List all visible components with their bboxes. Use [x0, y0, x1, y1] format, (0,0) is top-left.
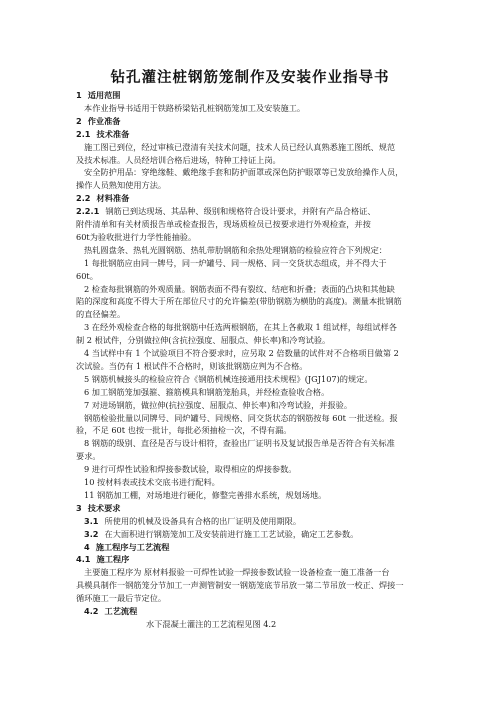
paragraph-continuation: 验，不足 60t 也按一批计，每批必须抽检一次，不得有漏。 — [76, 425, 292, 436]
section-heading-text: 作业准备 — [87, 115, 121, 126]
section-heading-text: 施工程序与工艺流程 — [95, 541, 170, 552]
paragraph-line: 9 进行可焊性试验和焊接参数试验，取得相应的焊接参数。 — [84, 464, 297, 475]
paragraph-line: 安全防护用品：穿绝缘鞋、戴绝缘手套和防护面罩或深色防护眼罩等已发放给操作人员， — [84, 167, 404, 178]
section-heading-text: 施工程序 — [96, 554, 130, 565]
document-title: 钻孔灌注桩钢筋笼制作及安装作业指导书 — [110, 70, 390, 86]
paragraph-text: 在大面积进行钢筋笼加工及安装前进行施工工艺试验，确定工艺参数。 — [104, 528, 359, 539]
section-heading-text: 适用范围 — [87, 90, 121, 100]
section-heading — [76, 503, 120, 514]
paragraph-continuation: 要求。 — [76, 451, 101, 462]
paragraph-continuation: 的直径偏差。 — [76, 309, 126, 320]
section-number: 2.2.1 — [76, 206, 100, 217]
paragraph-number: 3.1 — [84, 515, 99, 526]
paragraph-number: 3.2 — [84, 528, 99, 539]
paragraph-continuation: 60t。 — [76, 270, 98, 281]
section-heading-text: 技术要求 — [87, 502, 121, 513]
paragraph-line: 8 钢筋的级别、直径是否与设计相符，查验出厂证明书及复试报告单是否符合有关标准 — [84, 438, 395, 449]
paragraph-continuation: 60t为验收批进行力学性能抽验。 — [76, 231, 197, 242]
paragraph-line: 10 按材料表或技术交底书进行配料。 — [84, 477, 220, 487]
section-heading — [84, 542, 169, 553]
section-number: 4.2 — [84, 606, 99, 616]
paragraph-continuation: 制 2 根试件，分别做拉伸(含抗拉强度、屈服点、伸长率)和冷弯试验。 — [76, 335, 331, 346]
section-heading-text: 材料准备 — [96, 193, 130, 204]
paragraph-line: 3 在经外观检查合格的每批钢筋中任选两根钢筋，在其上各截取 1 组试样，每组试样各 — [84, 322, 397, 333]
paragraph-line: 4 当试样中有 1 个试验项目不符合要求时，应另取 2 倍数量的试件对不合格项目做第 2 — [84, 348, 399, 358]
section-number: 2.1 — [76, 128, 91, 139]
paragraph-line: 钢筋检验批量以同牌号、同炉罐号、同规格、同交货状态的钢筋按每 60t 一批送检。报 — [84, 412, 398, 423]
paragraph-text: 所使用的机械及设备具有合格的出厂证明及使用期限。 — [104, 515, 302, 526]
section-number: 4 — [84, 541, 90, 552]
section-number: 4.1 — [76, 554, 91, 565]
paragraph-line: 11 钢筋加工棚，对场地进行硬化，修整完善排水系统，规划场地。 — [84, 489, 327, 500]
section-heading-text: 工艺流程 — [104, 606, 138, 616]
section-heading — [76, 193, 129, 204]
paragraph-continuation: 及技术标准。人员经培训合格后进场，特种工持证上岗。 — [76, 154, 281, 165]
section-heading-text: 钢筋已到达现场、其品种、级别和规格符合设计要求，并附有产品合格证、 — [105, 206, 376, 217]
section-heading — [76, 554, 129, 565]
paragraph-line: 6 加工钢筋笼加强箍、箍筋模具和钢筋笼胎具，并经检查验收合格。 — [84, 386, 330, 397]
paragraph-line: 热轧圆盘条、热轧光圆钢筋、热轧带肋钢筋和余热处理钢筋的检验应符合下列规定： — [84, 244, 387, 255]
section-number: 1 — [76, 90, 82, 100]
section-number: 2.2 — [76, 193, 91, 204]
paragraph-continuation: 次试验。当仍有 1 根试件不合格时，则该批钢筋应判为不合格。 — [76, 360, 308, 371]
section-heading — [84, 606, 137, 617]
section-number: 3 — [76, 502, 82, 513]
paragraph-line: 本作业指导书适用于铁路桥梁钻孔桩钢筋笼加工及安装施工。 — [84, 102, 306, 113]
section-heading — [76, 90, 120, 101]
paragraph-line: 1 每批钢筋应由同一牌号，同一炉罐号、同一规格、同一交货状态组成，并不得大于 — [84, 257, 387, 268]
paragraph-line: 5 钢筋机械接头的检验应符合《钢筋机械连接通用技术规程》(JGJ107)的规定。 — [84, 373, 373, 384]
figure-reference-line: 水下混凝土灌注的工艺流程见图 4.2 — [146, 618, 277, 629]
paragraph-continuation: 操作人员熟知使用方法。 — [76, 180, 167, 191]
paragraph-line: 施工图已到位，经过审核已澄清有关技术问题，技术人员已经认真熟悉施工图纸、规范 — [84, 141, 396, 152]
paragraph-continuation: 附件清单和有关材质报告单或检查报告，现场质检员已按要求进行外观检查，并按 — [76, 219, 371, 229]
paragraph-continuation: 循环施工一最后节定位。 — [76, 593, 167, 604]
paragraph-continuation: 陷的深度和高度不得大于所在部位尺寸的允许偏差(带肋钢筋为横肋的高度)。测量本批钢筋 — [76, 296, 402, 307]
numbered-paragraph — [84, 529, 358, 540]
paragraph-continuation: 具模具制作一钢筋笼分节加工一声测管制安一钢筋笼底节吊放一第二节吊放一校正、焊接一 — [76, 580, 404, 591]
section-heading-text: 技术准备 — [96, 128, 130, 139]
paragraph-line: 2 检查每批钢筋的外观质量。钢筋表面不得有裂纹、结疤和折叠；表面的凸块和其他缺 — [84, 283, 395, 294]
paragraph-line: 7 对进场钢筋，做拉伸(抗拉强度、屈服点、伸长率)和冷弯试验，并报验。 — [84, 399, 353, 410]
section-heading — [76, 206, 376, 217]
section-number: 2 — [76, 115, 82, 126]
section-heading — [76, 129, 129, 140]
paragraph-line: 主要施工程序为 原材料报验一可焊性试验一焊接参数试验一设备检查一施工准备一台 — [84, 567, 390, 578]
numbered-paragraph — [84, 516, 301, 527]
section-heading — [76, 116, 120, 127]
